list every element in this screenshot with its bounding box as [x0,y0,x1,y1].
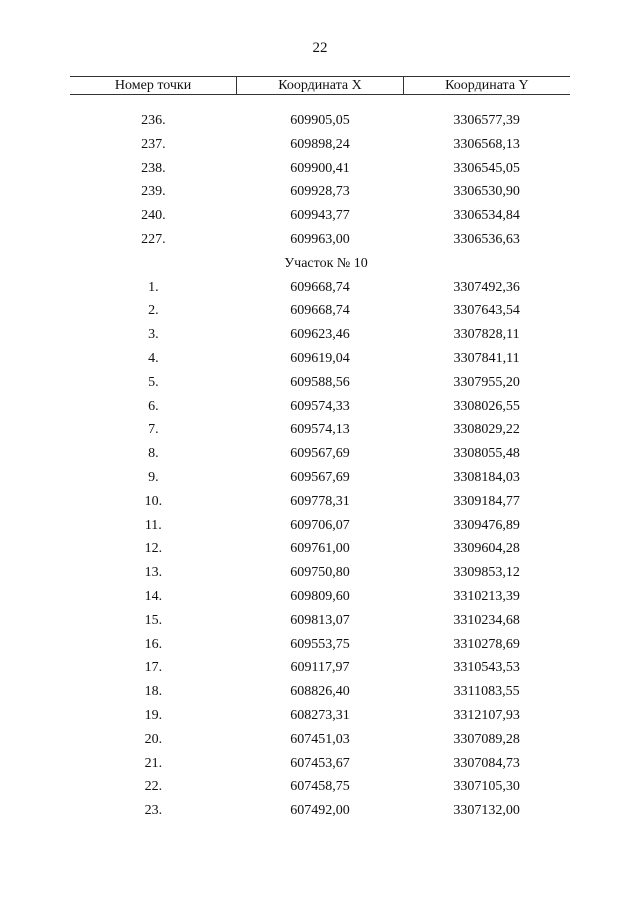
table-row [70,799,570,823]
point-number-cell: 1. [148,279,159,295]
table-row [70,323,570,347]
table-row [70,442,570,466]
header-coordinate-y: Координата Y [403,77,570,95]
coordinate-x-cell: 609567,69 [290,469,350,485]
coordinate-x-cell: 609619,04 [290,350,350,366]
table-row [70,775,570,799]
point-number-cell: 17. [144,660,163,676]
table-row [70,728,570,752]
coordinate-x-cell: 609809,60 [290,588,350,604]
point-number-cell: 8. [148,446,159,462]
coordinate-x-cell: 607492,00 [290,803,350,819]
point-number-cell: 23. [144,803,163,819]
coordinate-x-cell: 607453,67 [290,755,350,771]
table-row [70,704,570,728]
coordinate-x-cell: 609706,07 [290,517,350,533]
header-coordinate-x: Координата X [237,77,404,95]
coordinate-y-cell: 3310234,68 [453,612,520,628]
point-number-cell: 227. [141,231,166,247]
table-row [70,514,570,538]
page-number: 22 [312,40,328,56]
point-number-cell: 7. [148,422,159,438]
point-number-cell: 238. [141,160,166,176]
table-row [70,347,570,371]
point-number-cell: 240. [141,208,166,224]
table-row [70,609,570,633]
coordinate-x-cell: 609928,73 [290,184,350,200]
coordinate-y-cell: 3308029,22 [453,422,520,438]
coordinate-y-cell: 3307089,28 [453,731,520,747]
coordinate-y-cell: 3308026,55 [453,398,520,414]
point-number-cell: 13. [144,565,163,581]
coordinate-y-cell: 3307643,54 [453,303,520,319]
coordinate-y-cell: 3307828,11 [453,327,520,343]
coordinate-y-cell: 3308055,48 [453,446,520,462]
point-number-cell: 15. [144,612,163,628]
coordinate-x-cell: 609900,41 [290,160,350,176]
point-number-cell: 16. [144,636,163,652]
coordinate-y-cell: 3307132,00 [453,803,520,819]
section-row [70,252,570,276]
coordinate-y-cell: 3312107,93 [453,707,520,723]
point-number-cell: 5. [148,374,159,390]
coordinate-y-cell: 3309184,77 [453,493,520,509]
point-number-cell: 14. [144,588,163,604]
coordinate-x-cell: 609574,33 [290,398,350,414]
table-row [70,656,570,680]
table-row [70,204,570,228]
coordinate-x-cell: 609567,69 [290,446,350,462]
coordinate-x-cell: 609588,56 [290,374,350,390]
coordinate-x-cell: 609553,75 [290,636,350,652]
table-row [70,561,570,585]
table-spacer [70,95,570,110]
coordinate-x-cell: 609750,80 [290,565,350,581]
section-title: Участок № 10 [284,255,368,271]
coordinate-x-cell: 609778,31 [290,493,350,509]
coordinate-y-cell: 3309476,89 [453,517,520,533]
coordinate-y-cell: 3310543,53 [453,660,520,676]
table-row [70,157,570,181]
coordinate-x-cell: 609898,24 [290,136,350,152]
point-number-cell: 11. [144,517,162,533]
coordinate-x-cell: 608826,40 [290,684,350,700]
point-number-cell: 239. [141,184,166,200]
coordinate-y-cell: 3306536,63 [453,231,520,247]
coordinate-y-cell: 3308184,03 [453,469,520,485]
point-number-cell: 4. [148,350,159,366]
point-number-cell: 18. [144,684,163,700]
coordinate-y-cell: 3306545,05 [453,160,520,176]
coordinate-y-cell: 3309604,28 [453,541,520,557]
coordinate-x-cell: 608273,31 [290,707,350,723]
table-row [70,490,570,514]
point-number-cell: 2. [148,303,159,319]
table-row [70,418,570,442]
point-number-cell: 22. [144,779,163,795]
coordinate-x-cell: 609623,46 [290,327,350,343]
table-row [70,752,570,776]
table-row [70,109,570,133]
coordinate-y-cell: 3306530,90 [453,184,520,200]
coordinate-y-cell: 3306568,13 [453,136,520,152]
point-number-cell: 12. [144,541,163,557]
coordinate-y-cell: 3306577,39 [453,113,520,128]
coordinate-x-cell: 609813,07 [290,612,350,628]
table-body [70,95,570,823]
coordinate-y-cell: 3307492,36 [453,279,520,295]
point-number-cell: 9. [148,469,159,485]
table-row [70,299,570,323]
coordinate-y-cell: 3310213,39 [453,588,520,604]
table-row [70,133,570,157]
point-number-cell: 10. [144,493,163,509]
coordinate-x-cell: 609668,74 [290,279,350,295]
coordinate-y-cell: 3306534,84 [453,208,520,224]
table-row [70,371,570,395]
coordinate-y-cell: 3311083,55 [453,684,520,700]
coordinate-y-cell: 3307105,30 [453,779,520,795]
point-number-cell: 236. [141,113,166,128]
point-number-cell: 6. [148,398,159,414]
coordinate-x-cell: 607458,75 [290,779,350,795]
coordinate-x-cell: 609761,00 [290,541,350,557]
coordinate-x-cell: 609668,74 [290,303,350,319]
table-row [70,680,570,704]
coordinate-x-cell: 609574,13 [290,422,350,438]
point-number-cell: 19. [144,707,163,723]
table-row [70,585,570,609]
coordinate-x-cell: 607451,03 [290,731,350,747]
coordinate-y-cell: 3307841,11 [453,350,520,366]
table-row [70,466,570,490]
point-number-cell: 21. [144,755,163,771]
point-number-cell: 20. [144,731,163,747]
table-row [70,537,570,561]
coordinate-x-cell: 609943,77 [290,208,350,224]
coordinate-y-cell: 3310278,69 [453,636,520,652]
coordinates-table [70,76,570,823]
point-number-cell: 3. [148,327,159,343]
coordinate-x-cell: 609963,00 [290,231,350,247]
point-number-cell: 237. [141,136,166,152]
coordinate-y-cell: 3309853,12 [453,565,520,581]
coordinate-x-cell: 609905,05 [290,113,350,128]
table-row [70,395,570,419]
table-row [70,180,570,204]
header-point-number: Номер точки [70,77,237,95]
table-row [70,228,570,252]
coordinate-x-cell: 609117,97 [290,660,350,676]
table-row [70,633,570,657]
table-header-row [70,77,570,95]
coordinate-y-cell: 3307084,73 [453,755,520,771]
table-row [70,276,570,300]
coordinate-y-cell: 3307955,20 [453,374,520,390]
